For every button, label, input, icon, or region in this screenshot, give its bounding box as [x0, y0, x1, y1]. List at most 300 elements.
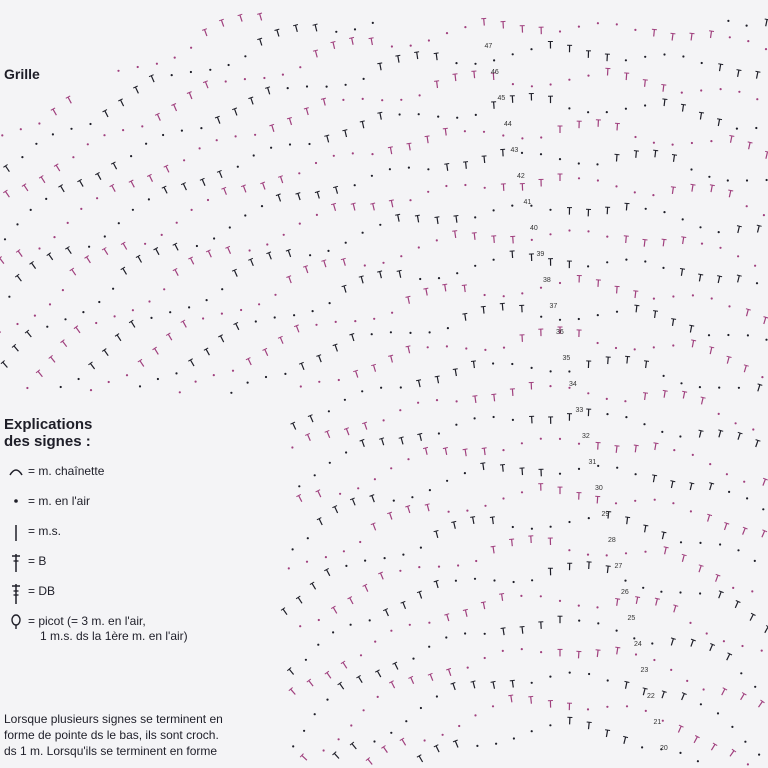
treble-stitch: [289, 118, 291, 125]
chain-stitch: [130, 155, 132, 157]
chain-stitch: [144, 243, 146, 245]
round-number-label: 32: [582, 433, 590, 440]
chain-stitch: [26, 387, 28, 389]
treble-stitch: [511, 695, 512, 702]
treble-stitch: [589, 722, 590, 729]
chain-stitch: [292, 548, 294, 550]
treble-stitch: [636, 597, 637, 604]
treble-stitch: [352, 38, 354, 45]
chain-stitch: [35, 143, 37, 145]
treble-stitch: [722, 689, 725, 695]
chain-stitch: [635, 473, 637, 475]
chain-stitch: [709, 463, 711, 465]
stitch-top: [491, 394, 496, 395]
chain-stitch: [569, 672, 571, 674]
stitch-top: [717, 119, 722, 120]
round-number-label: 43: [510, 147, 519, 154]
stitch-top: [388, 355, 393, 356]
treble-stitch: [738, 226, 740, 233]
stitch-top: [625, 517, 630, 518]
chain-stitch: [651, 642, 653, 644]
chain-stitch: [663, 211, 665, 213]
chain-stitch: [104, 235, 106, 237]
chain-stitch: [391, 312, 393, 314]
chart-round: [292, 463, 765, 551]
chain-stitch: [484, 187, 486, 189]
treble-stitch: [419, 380, 421, 387]
treble-stitch: [18, 251, 22, 257]
stitch-top: [520, 627, 525, 628]
chain-stitch: [701, 243, 703, 245]
treble-stitch: [492, 517, 493, 524]
treble-stitch: [90, 363, 94, 369]
legend-label-picot-line-2: 1 m.s. ds la 1ère m. en l'air): [40, 629, 188, 643]
treble-stitch: [683, 392, 684, 399]
treble-stitch: [5, 191, 9, 197]
treble-stitch: [372, 496, 375, 503]
chain-stitch: [568, 549, 570, 551]
chain-stitch: [229, 226, 231, 228]
treble-stitch: [617, 648, 618, 655]
stitch-top: [434, 531, 439, 532]
chain-stitch: [429, 331, 431, 333]
treble-stitch: [466, 162, 467, 169]
treble-stitch: [744, 366, 746, 373]
chain-stitch: [455, 62, 457, 64]
chain-stitch: [420, 707, 422, 709]
treble-stitch: [87, 257, 91, 263]
treble-stitch: [437, 81, 438, 88]
chain-stitch: [754, 686, 756, 688]
stitch-top: [463, 609, 468, 610]
stitch-top: [662, 99, 667, 100]
chain-stitch: [377, 696, 379, 698]
chain-stitch: [503, 295, 505, 297]
stitch-top: [635, 597, 640, 598]
chain-stitch: [540, 438, 542, 440]
single-crochet-icon: [4, 522, 28, 544]
chain-stitch: [400, 99, 402, 101]
stitch-top: [435, 376, 440, 377]
treble-stitch: [606, 730, 607, 737]
treble-stitch: [51, 357, 55, 363]
chain-stitch: [606, 706, 608, 708]
grid-title: Grille: [4, 66, 40, 82]
treble-stitch: [302, 755, 307, 760]
treble-stitch: [503, 465, 504, 472]
chain-stitch: [343, 550, 345, 552]
round-number-label: 22: [647, 693, 655, 700]
treble-stitch: [224, 188, 227, 195]
treble-stitch: [502, 304, 503, 311]
chain-stitch: [663, 53, 665, 55]
treble-stitch: [757, 72, 758, 79]
chain-stitch: [306, 85, 308, 87]
treble-stitch: [655, 443, 656, 450]
stitch-top: [304, 108, 309, 109]
treble-stitch: [708, 515, 710, 522]
chain-stitch: [587, 392, 589, 394]
treble-stitch: [682, 555, 684, 562]
chain-stitch: [289, 143, 291, 145]
chain-stitch: [407, 458, 409, 460]
treble-stitch: [617, 286, 618, 293]
treble-stitch: [764, 317, 766, 324]
chain-stitch: [89, 123, 91, 125]
chain-stitch: [633, 637, 635, 639]
chain-stitch: [578, 318, 580, 320]
chain-stitch: [390, 467, 392, 469]
treble-stitch: [374, 365, 376, 372]
chain-stitch: [390, 331, 392, 333]
chain-stitch: [731, 726, 733, 728]
chain-stitch: [464, 184, 466, 186]
treble-stitch: [727, 357, 729, 364]
chain-stitch: [373, 318, 375, 320]
stitch-top: [454, 216, 459, 217]
chain-stitch: [380, 387, 382, 389]
chain-stitch: [765, 48, 767, 50]
stitch-top: [423, 447, 428, 448]
treble-stitch: [156, 249, 159, 255]
treble-stitch: [343, 662, 347, 668]
stitch-top: [652, 29, 657, 30]
treble-stitch: [408, 346, 410, 353]
chain-stitch: [729, 36, 731, 38]
chain-stitch: [132, 309, 134, 311]
round-number-label: 44: [504, 121, 512, 128]
stitch-top: [634, 151, 639, 152]
chain-stitch: [597, 314, 599, 316]
chain-stitch: [512, 83, 514, 85]
chain-stitch: [686, 680, 688, 682]
treble-crochet-icon: [4, 552, 28, 574]
chain-stitch: [643, 423, 645, 425]
chain-stitch: [408, 167, 410, 169]
treble-stitch: [327, 570, 330, 576]
chain-stitch: [179, 391, 181, 393]
treble-stitch: [655, 311, 656, 318]
treble-stitch: [356, 371, 358, 378]
chain-stitch: [360, 654, 362, 656]
chain-stitch: [122, 129, 124, 131]
round-number-label: 29: [601, 511, 610, 518]
stitch-top: [287, 118, 292, 119]
round-number-label: 45: [497, 95, 506, 102]
chain-stitch: [736, 128, 738, 130]
stitch-top: [501, 628, 506, 629]
treble-stitch: [420, 434, 422, 441]
chain-stitch: [249, 249, 251, 251]
treble-stitch: [104, 350, 108, 356]
chain-stitch: [332, 631, 334, 633]
treble-stitch: [512, 251, 513, 258]
chain-stitch: [624, 400, 626, 402]
chain-stitch: [679, 591, 681, 593]
chain-stitch: [578, 605, 580, 607]
treble-stitch: [382, 439, 384, 446]
chain-stitch: [108, 381, 110, 383]
chain-stitch: [662, 267, 664, 269]
stitch-top: [388, 147, 393, 148]
chain-stitch: [606, 111, 608, 113]
chain-stitch: [418, 566, 420, 568]
chain-stitch: [625, 416, 627, 418]
chain-stitch: [521, 648, 523, 650]
chain-stitch: [738, 91, 740, 93]
stitch-top: [395, 55, 400, 56]
stitch-top: [369, 38, 374, 39]
round-number-label: 40: [530, 225, 538, 232]
treble-stitch: [155, 348, 159, 354]
treble-stitch: [494, 236, 495, 243]
treble-stitch: [371, 38, 372, 45]
treble-stitch: [692, 340, 693, 347]
treble-stitch: [6, 166, 10, 172]
chain-stitch: [428, 622, 430, 624]
chain-stitch: [16, 223, 18, 225]
treble-stitch: [720, 64, 721, 71]
chain-stitch: [300, 385, 302, 387]
treble-stitch: [352, 744, 356, 749]
chain-stitch: [437, 116, 439, 118]
chain-stitch: [483, 131, 485, 133]
chain-stitch: [418, 113, 420, 115]
treble-stitch: [483, 602, 484, 609]
chain-stitch: [62, 289, 64, 291]
treble-stitch: [105, 111, 108, 117]
chain-stitch: [644, 551, 646, 553]
chain-stitch: [399, 409, 401, 411]
chain-stitch: [456, 117, 458, 119]
treble-stitch: [636, 151, 637, 158]
treble-stitch: [671, 481, 673, 488]
chain-stitch: [95, 322, 97, 324]
chain-stitch: [190, 47, 192, 49]
chart-round: [287, 562, 768, 675]
chain-stitch: [424, 739, 426, 741]
chart-round: [0, 120, 768, 334]
chain-stitch: [318, 381, 320, 383]
treble-stitch: [228, 247, 231, 253]
stitch-top: [690, 33, 695, 34]
chain-stitch: [606, 554, 608, 556]
stitch-top: [499, 594, 504, 595]
treble-stitch: [288, 250, 290, 257]
stitch-top: [643, 80, 648, 81]
treble-stitch: [766, 20, 767, 27]
chain-stitch: [550, 83, 552, 85]
chain-stitch: [72, 156, 74, 158]
treble-stitch: [117, 335, 121, 341]
chain-stitch: [379, 224, 381, 226]
treble-stitch: [502, 594, 503, 601]
chain-stitch: [303, 730, 305, 732]
stitch-top: [682, 391, 687, 392]
chain-stitch: [274, 316, 276, 318]
stitch-top: [671, 33, 676, 34]
stitch-top: [643, 239, 648, 240]
treble-stitch: [411, 677, 414, 683]
chain-stitch: [520, 595, 522, 597]
chain-stitch: [148, 198, 150, 200]
treble-stitch: [465, 610, 467, 617]
chain-stitch: [747, 334, 749, 336]
chain-stitch: [493, 209, 495, 211]
chain-stitch: [531, 528, 533, 530]
treble-stitch: [445, 285, 446, 292]
chain-stitch: [512, 419, 514, 421]
stitch-top: [406, 346, 411, 347]
stitch-top: [333, 186, 338, 187]
stitch-top: [293, 25, 298, 26]
stitch-top: [471, 361, 476, 362]
chain-stitch: [283, 234, 285, 236]
chain-stitch: [642, 587, 644, 589]
chain-stitch: [464, 130, 466, 132]
treble-stitch: [293, 423, 296, 429]
stitch-top: [691, 184, 696, 185]
chain-stitch: [645, 710, 647, 712]
chain-stitch: [597, 342, 599, 344]
stitch-top: [482, 448, 487, 449]
chain-stitch: [312, 310, 314, 312]
chain-stitch: [672, 295, 674, 297]
chain-stitch: [175, 372, 177, 374]
chain-stitch: [254, 134, 256, 136]
chain-stitch: [419, 94, 421, 96]
chart-round: [0, 94, 768, 313]
legend-label-picot: [28, 612, 188, 644]
treble-stitch: [419, 756, 423, 762]
stitch-top: [681, 104, 686, 105]
treble-stitch: [608, 357, 609, 364]
round-number-label: 25: [627, 615, 636, 622]
chain-stitch: [737, 549, 739, 551]
chart-round: [291, 382, 768, 448]
chain-stitch: [568, 79, 570, 81]
chain-stitch: [270, 147, 272, 149]
treble-stitch: [135, 87, 138, 93]
chart-round: [299, 536, 768, 628]
treble-stitch: [759, 701, 763, 707]
stitch-top: [718, 64, 723, 65]
chain-stitch: [305, 659, 307, 661]
treble-stitch: [386, 610, 389, 616]
chain-stitch: [549, 724, 551, 726]
chain-stitch: [597, 465, 599, 467]
chain-stitch: [240, 309, 242, 311]
stitch-top: [471, 681, 476, 682]
treble-stitch: [699, 431, 701, 438]
chain-stitch: [213, 237, 215, 239]
treble-stitch: [700, 113, 701, 120]
chain-stitch: [114, 315, 116, 317]
chain-stitch: [354, 184, 356, 186]
chain-stitch: [150, 317, 152, 319]
chain-stitch: [8, 296, 10, 298]
chain-stitch: [16, 323, 18, 325]
treble-stitch: [738, 276, 740, 283]
chain-stitch: [306, 561, 308, 563]
chain-stitch: [287, 87, 289, 89]
chain-stitch: [762, 508, 764, 510]
chain-stitch: [756, 98, 758, 100]
stitch-top: [727, 356, 732, 357]
stitch-top: [756, 71, 761, 72]
chain-stitch: [708, 334, 710, 336]
chain-stitch: [492, 705, 494, 707]
chain-stitch: [457, 564, 459, 566]
chain-stitch: [635, 653, 637, 655]
chain-stitch: [703, 688, 705, 690]
chain-stitch: [232, 370, 234, 372]
stitch-top: [643, 393, 648, 394]
stitch-top: [746, 309, 751, 310]
legend-heading-line-2: des signes :: [4, 433, 91, 450]
chain-stitch: [754, 560, 756, 562]
chain-stitch: [371, 333, 373, 335]
chain-stitch: [335, 321, 337, 323]
chain-stitch: [436, 695, 438, 697]
chain-stitch: [699, 592, 701, 594]
chain-stitch: [333, 155, 335, 157]
treble-stitch: [617, 155, 618, 162]
stitch-top: [689, 325, 694, 326]
chart-round: [288, 484, 767, 570]
chain-stitch: [540, 651, 542, 653]
stitch-top: [744, 365, 749, 366]
round-number-label: 37: [549, 303, 558, 310]
treble-stitch: [426, 448, 428, 455]
chart-round: [179, 276, 768, 394]
treble-stitch: [762, 531, 765, 537]
treble-stitch: [175, 244, 178, 250]
stitch-top: [662, 239, 667, 240]
chain-stitch: [382, 262, 384, 264]
treble-stitch: [464, 285, 465, 292]
chain-stitch: [96, 197, 98, 199]
chain-stitch: [88, 246, 90, 248]
chain-stitch: [139, 385, 141, 387]
treble-stitch: [98, 174, 101, 180]
chain-stitch: [645, 208, 647, 210]
chain-stitch: [458, 725, 460, 727]
treble-stitch: [217, 117, 220, 124]
stitch-top: [331, 203, 336, 204]
chain-stitch: [327, 250, 329, 252]
treble-stitch: [710, 483, 712, 490]
chain-stitch: [559, 158, 561, 160]
chain-stitch: [711, 297, 713, 299]
chain-stitch: [744, 741, 746, 743]
stitch-top: [655, 598, 660, 599]
chain-stitch: [761, 650, 763, 652]
treble-stitch: [377, 671, 380, 677]
treble-stitch: [340, 684, 344, 690]
chain-stitch: [699, 226, 701, 228]
treble-stitch: [710, 644, 713, 651]
stitch-top: [757, 225, 762, 226]
treble-stitch: [725, 523, 727, 530]
stitch-top: [691, 340, 696, 341]
treble-stitch: [408, 506, 410, 513]
treble-stitch: [690, 483, 692, 490]
treble-stitch: [63, 341, 67, 347]
chain-stitch: [70, 128, 72, 130]
chart-round: [281, 511, 768, 614]
treble-stitch: [373, 524, 376, 531]
